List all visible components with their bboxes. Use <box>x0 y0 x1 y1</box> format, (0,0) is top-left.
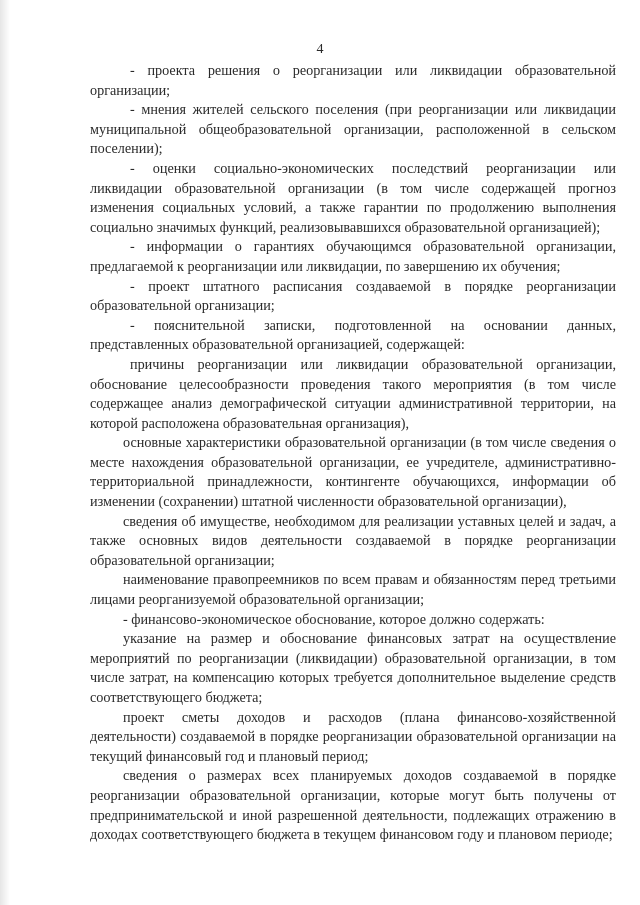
paragraph: основные характеристики образовательной организации (в том числе сведения о месте нахождения образовательной организации, ее учредителе, административно-территориальной принадлежности, контингенте обучающихся, информации об изменении (сохранении) штатной численности образовательной организации), <box>90 435 616 511</box>
page-number: 4 <box>316 42 324 57</box>
document-body <box>90 62 616 846</box>
paragraph: - проект штатного расписания создаваемой в порядке реорганизации образовательной организации; <box>90 278 616 315</box>
paragraph: - финансово-экономическое обоснование, которое должно содержать: <box>123 611 545 628</box>
paragraph: - проекта решения о реорганизации или ликвидации образовательной организации; <box>90 63 616 99</box>
paragraph: указание на размер и обоснование финансовых затрат на осуществление мероприятий по реорганизации (ликвидации) образовательной организации, в том числе затрат, на компенсацию которых требуется дополнительное выделение средств соответствующего бюджета; <box>90 631 616 706</box>
paragraph: сведения о размерах всех планируемых доходов создаваемой в порядке реорганизации образовательной организации, которые могут быть получены от предпринимательской и иной разрешенной деятельности, подлежащих отражению в доходах соответствующего бюджета в текущем финансовом году и плановом периоде; <box>90 768 616 844</box>
paragraph: наименование правопреемников по всем правам и обязанностям перед третьими лицами реорганизуемой образовательной организации; <box>90 572 616 609</box>
paragraph: проект сметы доходов и расходов (плана финансово-хозяйственной деятельности) создаваемой в порядке реорганизации образовательной организации на текущий финансовый год и плановый период; <box>90 709 616 765</box>
paragraph: причины реорганизации или ликвидации образовательной организации, обоснование целесообразности проведения такого мероприятия (в том числе содержащее анализ демографической ситуации административной территории, на которой расположена образовательная организация), <box>90 356 616 432</box>
paragraph: - информации о гарантиях обучающимся образовательной организации, предлагаемой к реорганизации или ликвидации, по завершению их обучения; <box>90 239 616 275</box>
scan-edge-shadow <box>0 0 10 905</box>
paragraph: сведения об имуществе, необходимом для реализации уставных целей и задач, а также основных видов деятельности создаваемой в порядке реорганизации образовательной организации; <box>90 513 616 569</box>
paragraph: - оценки социально-экономических последствий реорганизации или ликвидации образовательной организации (в том числе содержащей прогноз изменения социальных условий, а также гарантии по продолжению выполнения социально значимых функций, реализовывавшихся образовательной организацией); <box>90 160 616 236</box>
paragraph: - мнения жителей сельского поселения (при реорганизации или ликвидации муниципальной общеобразовательной организации, расположенной в сельском поселении); <box>90 102 616 158</box>
paragraph: - пояснительной записки, подготовленной на основании данных, представленных образовательной организацией, содержащей: <box>90 317 616 354</box>
